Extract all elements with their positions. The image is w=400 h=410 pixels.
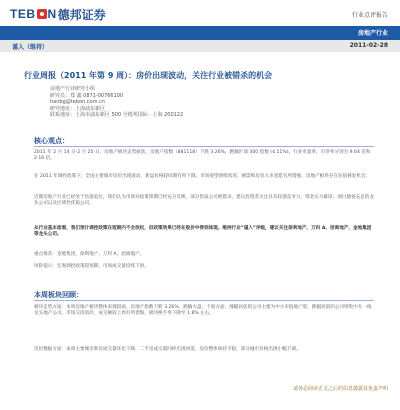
report-title: 行业周报（2011 年第 9 周）：房价出现波动，关注行业被错杀的机会 xyxy=(24,71,273,80)
core-view-paragraph: 2011 年 2 月 14 日-2 月 25 日，房地产板块走势疲软，房地产指数（881118）下跌 3.26%，跑输沪深 300 指数 (4.11%)。行业市盈率、市净率分别为 9.64 倍和 2.16 倍。 xyxy=(34,150,371,162)
analyst-team: 房地产行业研究小组 xyxy=(50,86,96,92)
analyst-address: 研究地址：上海浦东新区 xyxy=(50,105,106,112)
logo-chinese-name: 德邦证券 xyxy=(57,7,106,22)
analyst-contact: 联系地址：上海市浦东新区 500 号德邦国际 · 上海 200122 xyxy=(50,112,184,118)
core-view-paragraph: 近期房地产行业已经处于估值低位，我们认为市场对政策预期已经充分反映，部分优质公司被错杀，建议投资者关注具有较强竞争力、资金实力雄厚、项目储备充足的龙头公司以及区域性优质公司。 xyxy=(34,195,374,207)
industry-label: 房地产行业 xyxy=(357,30,388,37)
company-logo xyxy=(10,7,106,21)
risk-warning-line: 风险提示：宏观调控政策超预期、市场成交量持续下滑。 xyxy=(34,264,149,269)
core-view-heading: 核心观点： xyxy=(34,137,69,145)
rating-label: 谨入（维持） xyxy=(12,44,49,51)
report-date: 2011-02-28 xyxy=(349,42,388,49)
analyst-name: 研究员：郑 鑫 0871-00766100 xyxy=(50,92,124,99)
core-view-paragraph: 在 2011 年调控政策下，全国主要城市房价出现波动，新盘价格较同期有所下降。市场观望情绪浓厚，刚需购房者入市意愿有所增强，房地产板块存在估值修复机会。 xyxy=(34,174,371,179)
core-view-emphasis: 从行业基本面看，我们预计调控政策在短期内不会放松，但政策效果已经在股价中得到体现。维持行业“谨入”评级，建议关注保利地产、万科 A、招商地产、金地集团等龙头公司。 xyxy=(34,226,372,238)
disclaimer-footer: 请务必阅读正文之后的信息披露及免责声明 xyxy=(292,386,388,392)
report-type: 行业点评报告 xyxy=(351,12,388,19)
header-band xyxy=(0,26,400,40)
price-data-paragraph: 房价数据方面：本周主要城市新房成交量环比下降，二手房成交量同样出现回落，房价整体保持平稳，部分城市价格出现小幅下调。 xyxy=(34,347,301,352)
logo-text-after: N xyxy=(47,7,57,21)
weekly-review-heading: 本周板块回顾： xyxy=(34,291,83,299)
analyst-info xyxy=(50,86,183,119)
recommendation-line: 重点推荐：金地集团、保利地产、万科 A、招商地产。 xyxy=(34,252,145,257)
logo-mark-icon xyxy=(37,9,47,19)
section-divider xyxy=(34,146,374,147)
analyst-email: hanbg@tebon.com.cn xyxy=(50,99,105,105)
section-divider xyxy=(34,300,374,301)
rating-bar xyxy=(0,40,400,52)
logo-text: TEB xyxy=(10,7,36,21)
report-header xyxy=(0,0,400,26)
sector-trend-paragraph: 板块走势方面：本周房地产板块整体表现较弱，房地产指数下跌 3.26%，跑输大盘。个股方面，涨幅居前的公司主要为中小市值地产股，跌幅居前的公司则集中在一线龙头地产公司。市场交投清淡，成交额较上周有所萎缩，板块换手率下降至 1.8% 左右。 xyxy=(34,305,372,317)
